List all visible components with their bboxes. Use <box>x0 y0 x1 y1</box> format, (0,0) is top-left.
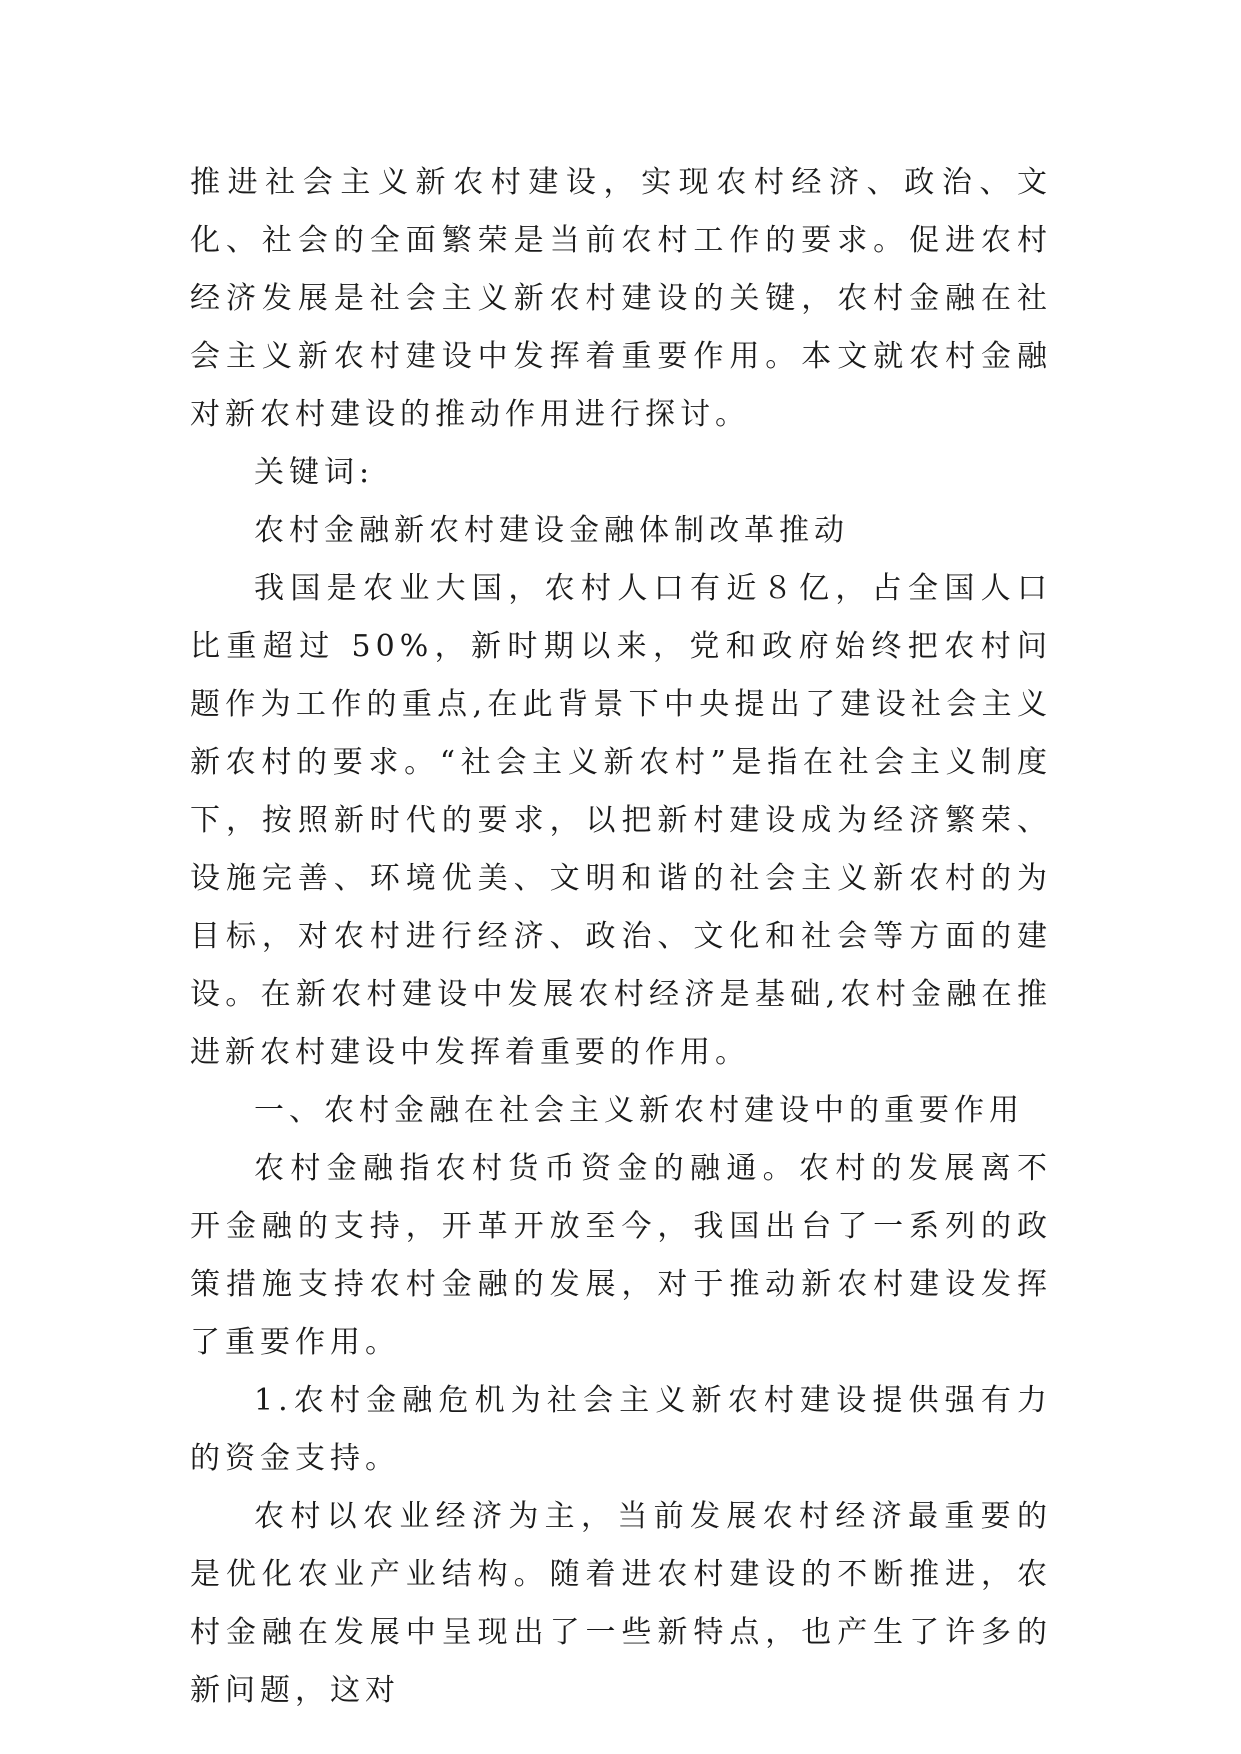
abstract-paragraph: 推进社会主义新农村建设，实现农村经济、政治、文化、社会的全面繁荣是当前农村工作的要求。促进农村经济发展是社会主义新农村建设的关键，农村金融在社会主义新农村建设中发挥着重要作用。本文就农村金融对新农村建设的推动作用进行探讨。 <box>190 165 1052 432</box>
intro-paragraph: 我国是农业大国，农村人口有近８亿，占全国人口比重超过 50%，新时期以来，党和政府始终把农村问题作为工作的重点,在此背景下中央提出了建设社会主义新农村的要求。“社会主义新农村”是指在社会主义制度下，按照新时代的要求，以把新村建设成为经济繁荣、设施完善、环境优美、文明和谐的社会主义新农村的为目标，对农村进行经济、政治、文化和社会等方面的建设。在新农村建设中发展农村经济是基础,农村金融在推进新农村建设中发挥着重要的作用。 <box>190 571 1052 1070</box>
subsection-1-paragraph: 农村以农业经济为主，当前发展农村经济最重要的是优化农业产业结构。随着进农村建设的不断推进，农村金融在发展中呈现出了一些新特点，也产生了许多的新问题，这对 <box>190 1499 1052 1708</box>
keywords-label: 关键词: <box>254 455 375 490</box>
section-heading-1: 一、农村金融在社会主义新农村建设中的重要作用 <box>254 1093 1024 1128</box>
section-1-paragraph: 农村金融指农村货币资金的融通。农村的发展离不开金融的支持，开革开放至今，我国出台了一系列的政策措施支持农村金融的发展，对于推动新农村建设发挥了重要作用。 <box>190 1151 1052 1360</box>
subsection-heading-1: 1.农村金融危机为社会主义新农村建设提供强有力的资金支持。 <box>190 1383 1052 1476</box>
document-body <box>190 154 1052 1720</box>
keywords-list: 农村金融新农村建设金融体制改革推动 <box>254 513 849 548</box>
